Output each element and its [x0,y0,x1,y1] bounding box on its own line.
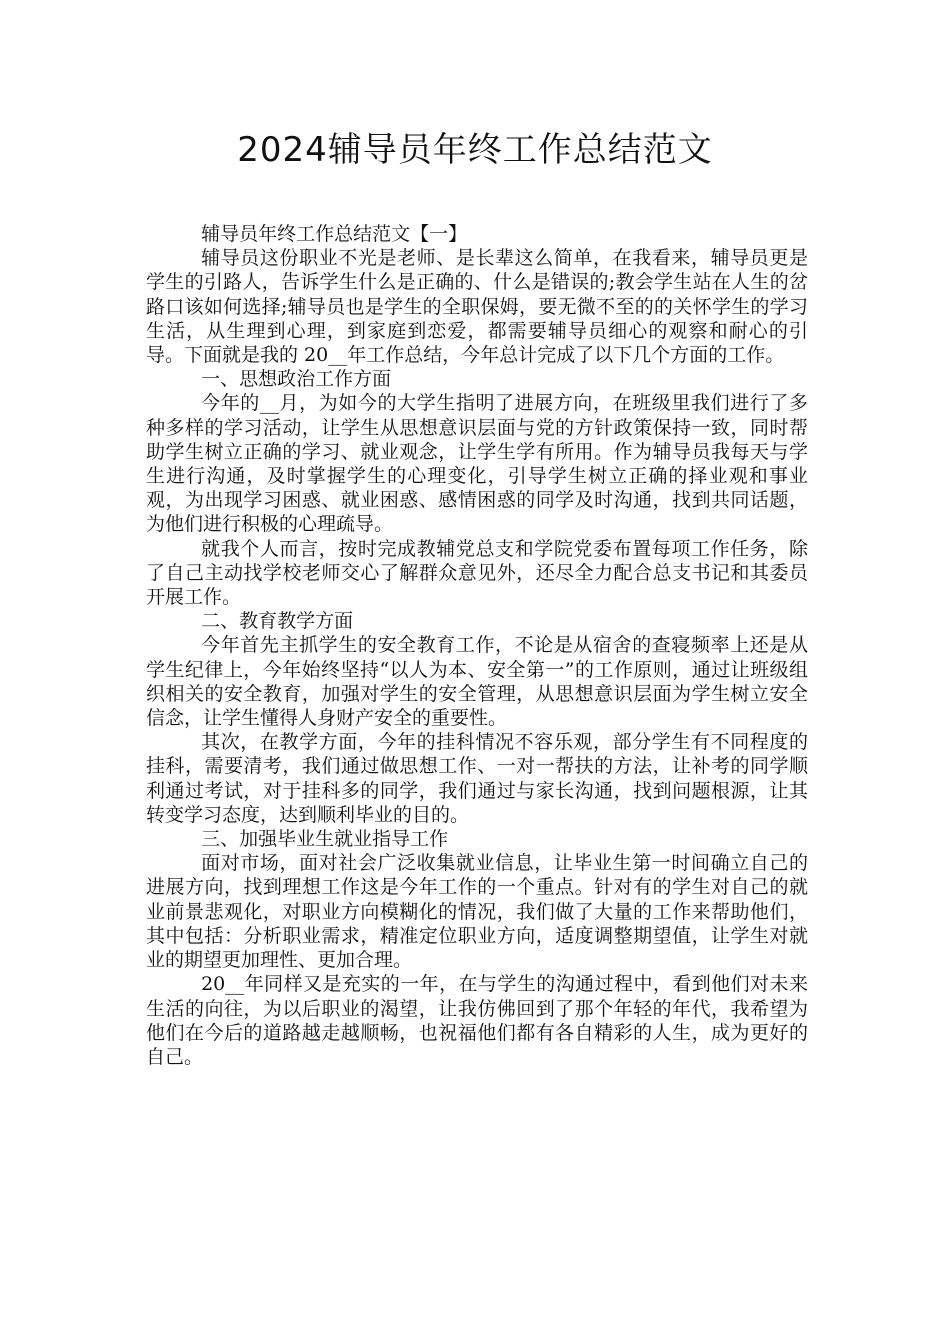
document-title: 2024辅导员年终工作总结范文 [237,130,713,170]
section-heading-1: 辅导员年终工作总结范文【一】 [201,223,468,245]
paragraph-teaching: 其次，在教学方面，今年的挂科情况不容乐观，部分学生有不同程度的挂科，需要清考，我们通过做思想工作、一对一帮扶的方法，让补考的同学顺利通过考试，对于挂科多的同学，我们通过与家长沟通，找到问题根源，让其转变学习态度，达到顺利毕业的目的。 [146,731,808,826]
subheading-teaching: 二、教育教学方面 [201,610,354,633]
paragraph-political-work: 今年的__月，为如今的大学生指明了进展方向，在班级里我们进行了多种多样的学习活动，让学生从思想意识层面与党的方针政策保持一致，同时帮助学生树立正确的学习、就业观念，让学生学有所用。作为辅导员我每天与学生进行沟通，及时掌握学生的心理变化，引导学生树立正确的择业观和事业观，为出现学习困惑、就业困惑、感情困惑的同学及时沟通，找到共同话题，为他们进行积极的心理疏导。 [146,392,808,536]
paragraph-personal-work: 就我个人而言，按时完成教辅党总支和学院党委布置每项工作任务，除了自己主动找学校老师交心了解群众意见外，还尽全力配合总支书记和其委员开展工作。 [146,537,808,609]
paragraph-safety-education: 今年首先主抓学生的安全教育工作，不论是从宿舍的查寝频率上还是从学生纪律上，今年始终坚持“以人为本、安全第一”的工作原则，通过让班级组织相关的安全教育，加强对学生的安全管理，从思想意识层面为学生树立安全信念，让学生懂得人身财产安全的重要性。 [146,634,808,730]
subheading-political-work: 一、思想政治工作方面 [201,368,392,391]
intro-paragraph: 辅导员这份职业不光是老师、是长辈这么简单，在我看来，辅导员更是学生的引路人，告诉学生什么是正确的、什么是错误的;教会学生站在人生的岔路口该如何选择;辅导员也是学生的全职保姆，要无微不至的的关怀学生的学习生活，从生理到心理，到家庭到恋爱，都需要辅导员细心的观察和耐心的引导。下面就是我的 20__年工作总结，今年总计完成了以下几个方面的工作。 [146,247,808,367]
paragraph-conclusion: 20__年同样又是充实的一年，在与学生的沟通过程中，看到他们对未来生活的向往，为以后职业的渴望，让我仿佛回到了那个年轻的年代，我希望为他们在今后的道路越走越顺畅，也祝福他们都有各自精彩的人生，成为更好的自己。 [146,973,808,1068]
paragraph-employment: 面对市场，面对社会广泛收集就业信息，让毕业生第一时间确立自己的进展方向，找到理想工作这是今年工作的一个重点。针对有的学生对自己的就业前景悲观化，对职业方向模糊化的情况，我们做了大量的工作来帮助他们，其中包括：分析职业需求，精准定位职业方向，适度调整期望值，让学生对就业的期望更加理性、更加合理。 [146,852,808,972]
document-body [146,222,808,1069]
subheading-employment: 三、加强毕业生就业指导工作 [201,828,449,851]
